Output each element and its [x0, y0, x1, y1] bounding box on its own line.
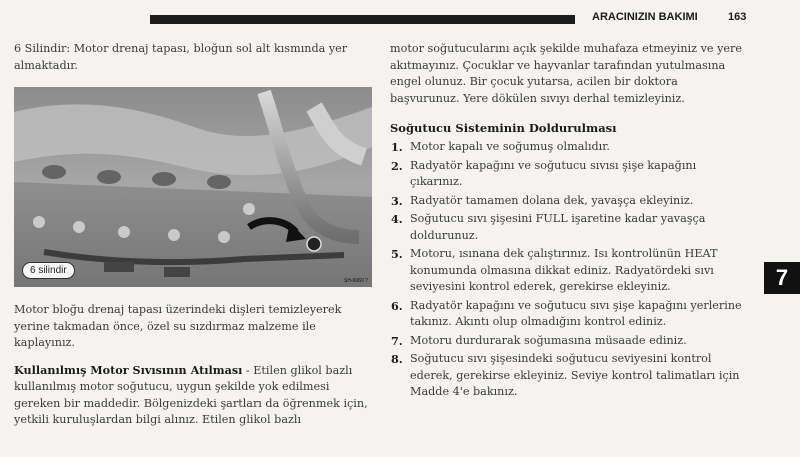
- engine-block-illustration: [14, 87, 372, 287]
- list-item: 6. Radyatör kapağını ve soğutucu sıvı şişe kapağını yerlerine takınız. Akıntı olup olmadığını kontrol ediniz.: [391, 298, 742, 328]
- list-item: 5. Motoru, ısınana dek çalıştırınız. Isı kontrolünün HEAT konumunda olmasına dikkat ediniz. Radyatördeki sıvı seviyesini kontrol ederek, gerekirse ekleyiniz.: [391, 247, 718, 293]
- section-title: Soğutucu Sisteminin Doldurulması: [390, 121, 617, 135]
- refill-steps-list: [390, 139, 750, 401]
- list-item: 3. Radyatör tamamen dolana dek, yavaşça ekleyiniz.: [391, 193, 694, 208]
- continuation-paragraph: motor soğutucularını açık şekilde muhafaza etmeyiniz ve yere akıtmayınız. Çocuklar ve hayvanlar tarafından yutulmasına engel olunuz. Bir çocuk yutarsa, acilen bir doktora başvurunuz. Yere dökülen sıvıyı derhal temizleyiniz.: [390, 42, 742, 105]
- page-number: 163: [728, 11, 747, 23]
- figure-code: SH-6060 ?: [344, 278, 368, 284]
- disposal-paragraph: [14, 362, 372, 429]
- list-item: 2. Radyatör kapağını ve soğutucu sıvısı şişe kapağını çıkarınız.: [391, 158, 697, 188]
- header-rule: [150, 15, 575, 24]
- list-item: 7. Motoru durdurarak soğumasına müsaade ediniz.: [391, 333, 687, 348]
- right-column: [390, 41, 750, 403]
- intro-paragraph: 6 Silindir: Motor drenaj tapası, bloğun sol alt kısmında yer almaktadır.: [14, 42, 348, 72]
- disposal-heading: Kullanılmış Motor Sıvısının Atılması: [14, 362, 243, 377]
- list-item: 4. Soğutucu sıvı şişesini FULL işaretine kadar yavaşça doldurunuz.: [391, 212, 706, 242]
- engine-drain-figure: [14, 87, 372, 287]
- left-lower-block: [14, 302, 372, 429]
- chapter-tab: 7: [764, 262, 800, 294]
- list-item: 1. Motor kapalı ve soğumuş olmalıdır.: [391, 140, 610, 154]
- after-figure-paragraph: Motor bloğu drenaj tapası üzerindeki dişleri temizleyerek yerine takmadan önce, özel su sızdırmaz malzeme ile kaplayınız.: [14, 303, 342, 349]
- running-header-title: ARACINIZIN BAKIMI: [592, 11, 698, 23]
- figure-callout-label: 6 silindir: [22, 262, 75, 279]
- disposal-text: - Etilen glikol bazlı kullanılmış motor soğutucu, uygun şekilde yok edilmesi gereken bir maddedir. Bölgenizdeki şartları da öğrenmek için, yetkili kuruluşlardan bilgi alınız. Etilen glikol bazlı: [14, 363, 368, 426]
- left-intro-block: [14, 41, 372, 74]
- list-item: 8. Soğutucu sıvı şişesindeki soğutucu seviyesini kontrol ederek, gerekirse ekleyiniz. Seviye kontrol talimatları için Madde 4'e bakınız.: [391, 352, 740, 398]
